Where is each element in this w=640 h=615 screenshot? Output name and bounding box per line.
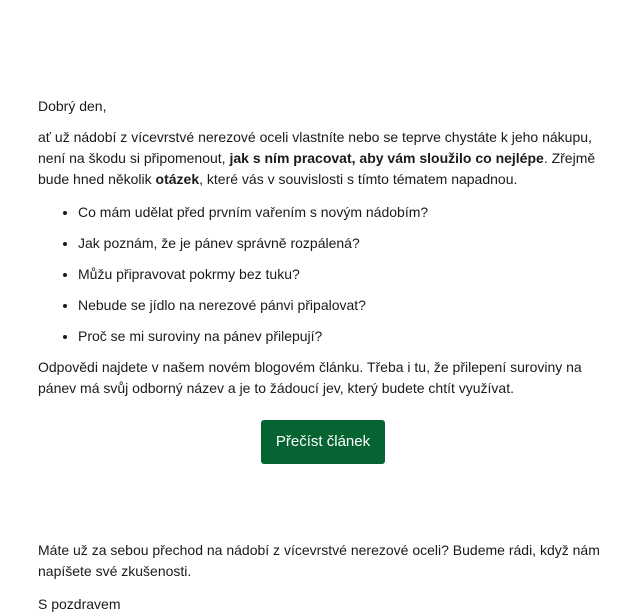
intro-text-2: . Zřejmě bude hned několik xyxy=(38,150,596,187)
list-item: • Jak poznám, že je pánev správně rozpálená? xyxy=(78,233,608,254)
intro-text-3: , které vás v souvislosti s tímto tématem napadnou. xyxy=(199,171,518,187)
questions-list xyxy=(38,202,608,347)
intro-paragraph xyxy=(38,127,608,190)
list-item: • Co mám udělat před prvním vařením s novým nádobím? xyxy=(78,202,608,223)
list-item: • Proč se mi suroviny na pánev přilepují? xyxy=(78,326,608,347)
list-item: • Můžu připravovat pokrmy bez tuku? xyxy=(78,264,608,285)
closing-paragraph: Máte už za sebou přechod na nádobí z vícevrstvé nerezové oceli? Budeme rádi, když nám napíšete své zkušenosti. xyxy=(38,542,600,579)
list-item: • Nebude se jídlo na nerezové pánvi připalovat? xyxy=(78,295,608,316)
intro-bold-2: otázek xyxy=(155,171,200,187)
read-article-button[interactable]: Přečíst článek xyxy=(261,420,385,464)
answer-paragraph: Odpovědi najdete v našem novém blogovém článku. Třeba i tu, že přilepení suroviny na pánev má svůj odborný název a je to žádoucí jev, který budete chtít využívat. xyxy=(38,359,582,396)
cta-container xyxy=(38,420,608,464)
intro-text-1: ať už nádobí z vícevrstvé nerezové oceli vlastníte nebo se teprve chystáte k jeho nákupu, není na škodu si připomenout, xyxy=(38,129,592,166)
email-content xyxy=(38,96,608,615)
intro-bold-1: jak s ním pracovat, aby vám sloužilo co nejlépe xyxy=(229,150,544,166)
greeting: Dobrý den, xyxy=(38,98,107,114)
signoff: S pozdravem xyxy=(38,596,121,612)
